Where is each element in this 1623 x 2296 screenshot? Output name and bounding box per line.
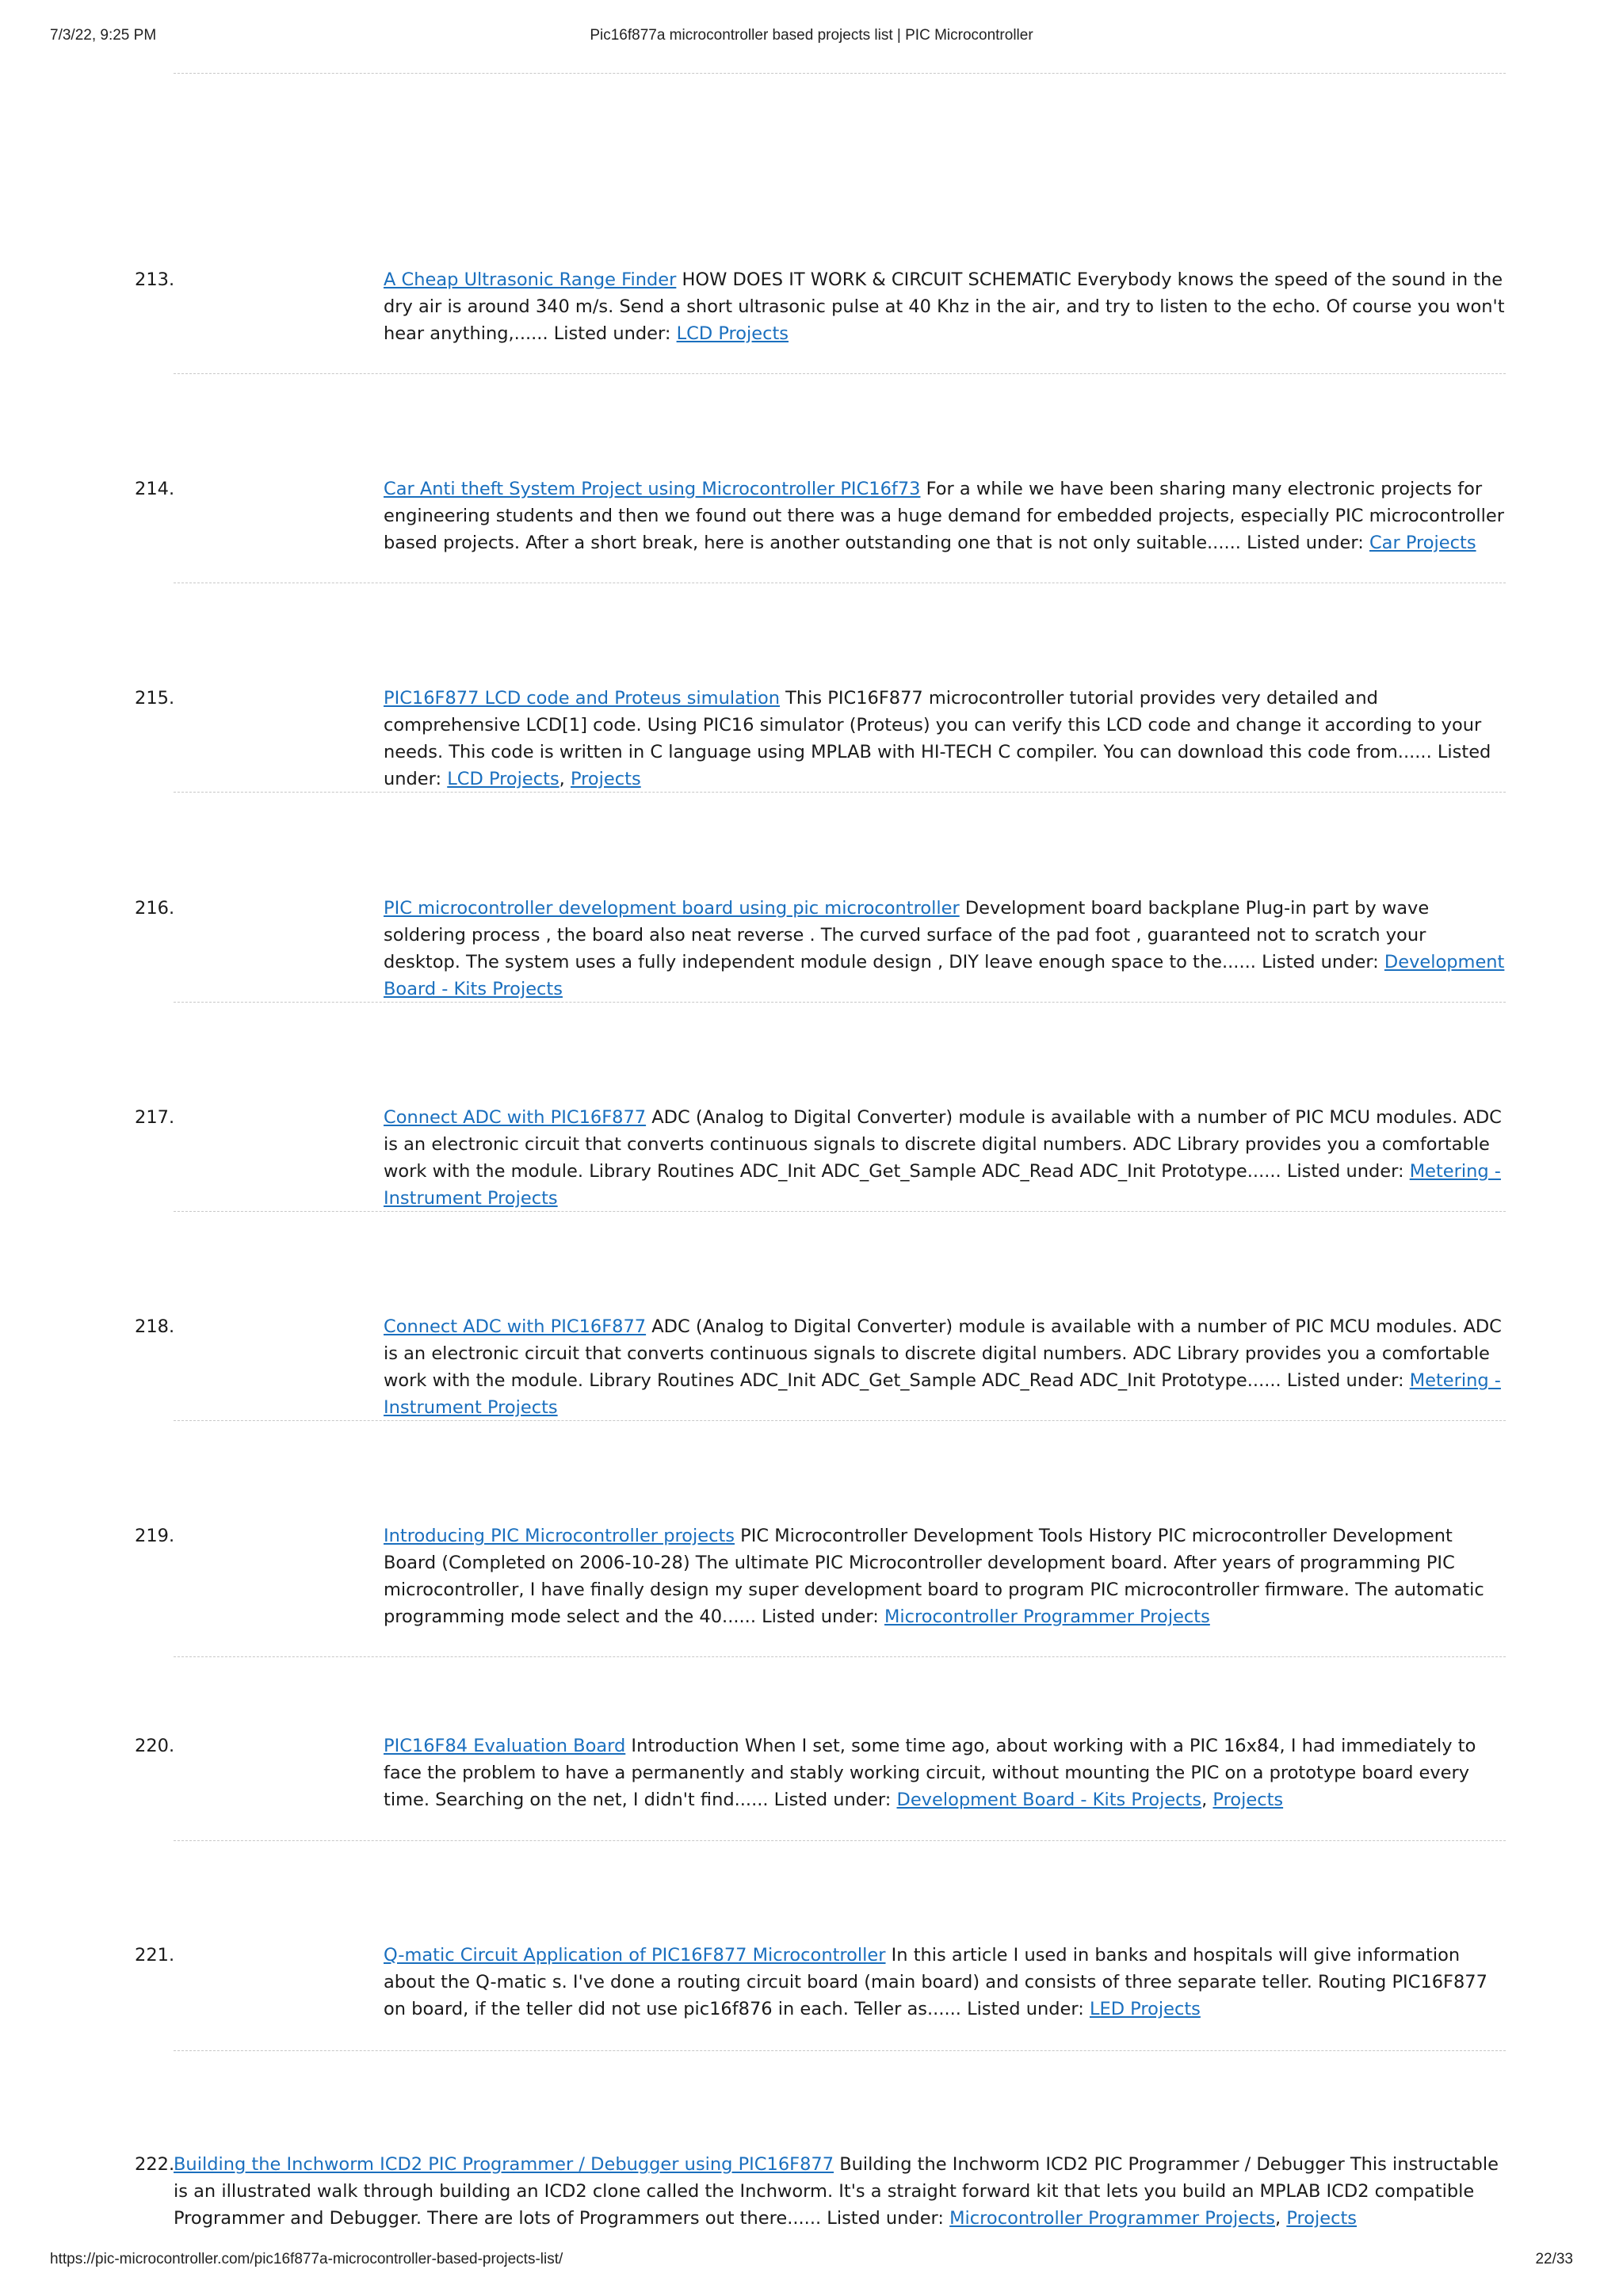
list-item-number: 218. (135, 1316, 175, 1337)
project-description: HOW DOES IT WORK & CIRCUIT SCHEMATIC Everybody knows the speed of the sound in the dry air is around 340 m/s. Send a short ultrasonic pulse at 40 Khz in the air, and try to listen to the echo. Of course you won't hear anything,...... (384, 269, 1505, 344)
listed-under-label: Listed under: (384, 742, 1491, 789)
project-title-link[interactable]: PIC16F877 LCD code and Proteus simulation (384, 688, 780, 709)
print-url: https://pic-microcontroller.com/pic16f877a-microcontroller-based-projects-list/ (50, 2251, 563, 2267)
print-page-title: Pic16f877a microcontroller based projects list | PIC Microcontroller (590, 27, 1033, 44)
category-separator: , (1275, 2208, 1287, 2229)
dashed-separator (174, 1656, 1506, 1657)
category-link[interactable]: Development Board - Kits Projects (384, 952, 1505, 999)
category-link[interactable]: Metering - Instrument Projects (384, 1370, 1501, 1418)
listed-under-label: Listed under: (1286, 1370, 1410, 1391)
dashed-separator (174, 373, 1506, 374)
listed-under-label: Listed under: (762, 1606, 884, 1627)
project-description: PIC Microcontroller Development Tools History PIC microcontroller Development Board (Completed on 2006-10-28) The ultimate PIC Microcontroller development board. After years of programming PIC microcontroller, I have finally design my super development board to program PIC microcontroller firmware. The automatic programming mode select and the 40...... (384, 1526, 1484, 1627)
category-link[interactable]: Car Projects (1369, 533, 1476, 553)
project-description: Development board backplane Plug-in part by wave soldering process , the board also neat reverse . The curved surface of the pad foot , guaranteed not to scratch your desktop. The system uses a fully independent module design , DIY leave enough space to the...... (384, 898, 1430, 972)
category-separator: , (1201, 1790, 1213, 1810)
list-item-body (384, 685, 1506, 793)
list-item-body (384, 1942, 1506, 2023)
listed-under-label: Listed under: (1262, 952, 1384, 972)
list-item-number: 215. (135, 688, 175, 709)
list-item-body (384, 895, 1506, 1003)
category-link[interactable]: Projects (1286, 2208, 1358, 2229)
listed-under-label: Listed under: (773, 1790, 897, 1810)
project-title-link[interactable]: Connect ADC with PIC16F877 (384, 1107, 647, 1128)
project-title-link[interactable]: A Cheap Ultrasonic Range Finder (384, 269, 677, 290)
list-item-number: 220. (135, 1736, 175, 1756)
list-item-body (384, 476, 1506, 556)
dashed-separator (174, 1840, 1506, 1841)
project-description: This PIC16F877 microcontroller tutorial provides very detailed and comprehensive LCD[1] code. Using PIC16 simulator (Proteus) you can verify this LCD code and change it according to your needs. This code is written in C language using MPLAB with HI-TECH C compiler. You can download this code from...... (384, 688, 1482, 762)
list-item-body (384, 1522, 1506, 1630)
category-link[interactable]: Projects (570, 769, 641, 789)
project-title-link[interactable]: Car Anti theft System Project using Microcontroller PIC16f73 (384, 479, 921, 499)
listed-under-label: Listed under: (1247, 533, 1369, 553)
category-link[interactable]: LCD Projects (676, 323, 789, 344)
list-item-body (384, 1733, 1506, 1813)
listed-under-label: Listed under: (827, 2208, 950, 2229)
category-link[interactable]: LCD Projects (447, 769, 559, 789)
list-item-number: 214. (135, 479, 175, 499)
list-item-body (174, 2151, 1506, 2232)
project-description: ADC (Analog to Digital Converter) module is available with a number of PIC MCU modules. ADC is an electronic circuit that converts continuous signals to discrete digital numbers. ADC Library provides you a comfortable work with the module. Library Routines ADC_Init ADC_Get_Sample ADC_Read ADC_Init Prototype...... (384, 1316, 1502, 1391)
project-title-link[interactable]: PIC microcontroller development board using pic microcontroller (384, 898, 960, 919)
dashed-separator (174, 73, 1506, 74)
category-separator: , (559, 769, 571, 789)
category-link[interactable]: Projects (1212, 1790, 1284, 1810)
project-description: Building the Inchworm ICD2 PIC Programmer / Debugger This instructable is an illustrated walk through building an ICD2 clone called the Inchworm. It's a straight forward kit that lets you build an MPLAB ICD2 compatible Programmer and Debugger. There are lots of Programmers out there...... (174, 2154, 1499, 2229)
list-item-body (384, 1313, 1506, 1421)
project-description: For a while we have been sharing many electronic projects for engineering students and then we found out there was a huge demand for embedded projects, especially PIC microcontroller based projects. After a short break, here is another outstanding one that is not only suitable...... (384, 479, 1504, 553)
project-description: In this article I used in banks and hospitals will give information about the Q-matic s. I've done a routing circuit board (main board) and consists of three separate teller. Routing PIC16F877 on board, if the teller did not use pic16f876 in each. Teller as...... (384, 1945, 1487, 2019)
dashed-separator (174, 2050, 1506, 2051)
print-page-number: 22/33 (1535, 2251, 1573, 2267)
print-header (0, 27, 1623, 51)
list-item-number: 213. (135, 269, 175, 290)
list-item-number: 217. (135, 1107, 175, 1128)
listed-under-label: Listed under: (553, 323, 677, 344)
project-title-link[interactable]: Connect ADC with PIC16F877 (384, 1316, 647, 1337)
print-footer (0, 2251, 1623, 2275)
listed-under-label: Listed under: (1286, 1161, 1410, 1182)
listed-under-label: Listed under: (967, 1999, 1090, 2019)
list-item-body (384, 266, 1506, 347)
list-item-number: 219. (135, 1526, 175, 1546)
category-link[interactable]: Microcontroller Programmer Projects (884, 1606, 1210, 1627)
category-link[interactable]: Metering - Instrument Projects (384, 1161, 1501, 1209)
project-title-link[interactable]: Building the Inchworm ICD2 PIC Programmer / Debugger using PIC16F877 (174, 2154, 834, 2175)
project-description: ADC (Analog to Digital Converter) module is available with a number of PIC MCU modules. ADC is an electronic circuit that converts continuous signals to discrete digital numbers. ADC Library provides you a comfortable work with the module. Library Routines ADC_Init ADC_Get_Sample ADC_Read ADC_Init Prototype...... (384, 1107, 1502, 1182)
list-item-body (384, 1104, 1506, 1212)
project-description: Introduction When I set, some time ago, about working with a PIC 16x84, I had immediately to face the problem to have a permanently and stably working circuit, without mounting the PIC on a prototype board every time. Searching on the net, I didn't find...... (384, 1736, 1476, 1810)
project-title-link[interactable]: Q-matic Circuit Application of PIC16F877 Microcontroller (384, 1945, 886, 1966)
print-datetime: 7/3/22, 9:25 PM (50, 27, 157, 44)
category-link[interactable]: LED Projects (1089, 1999, 1201, 2019)
project-title-link[interactable]: PIC16F84 Evaluation Board (384, 1736, 626, 1756)
category-link[interactable]: Development Board - Kits Projects (896, 1790, 1202, 1810)
list-item-number: 222. (135, 2154, 175, 2175)
category-link[interactable]: Microcontroller Programmer Projects (949, 2208, 1275, 2229)
project-title-link[interactable]: Introducing PIC Microcontroller projects (384, 1526, 735, 1546)
list-item-number: 221. (135, 1945, 175, 1966)
list-item-number: 216. (135, 898, 175, 919)
